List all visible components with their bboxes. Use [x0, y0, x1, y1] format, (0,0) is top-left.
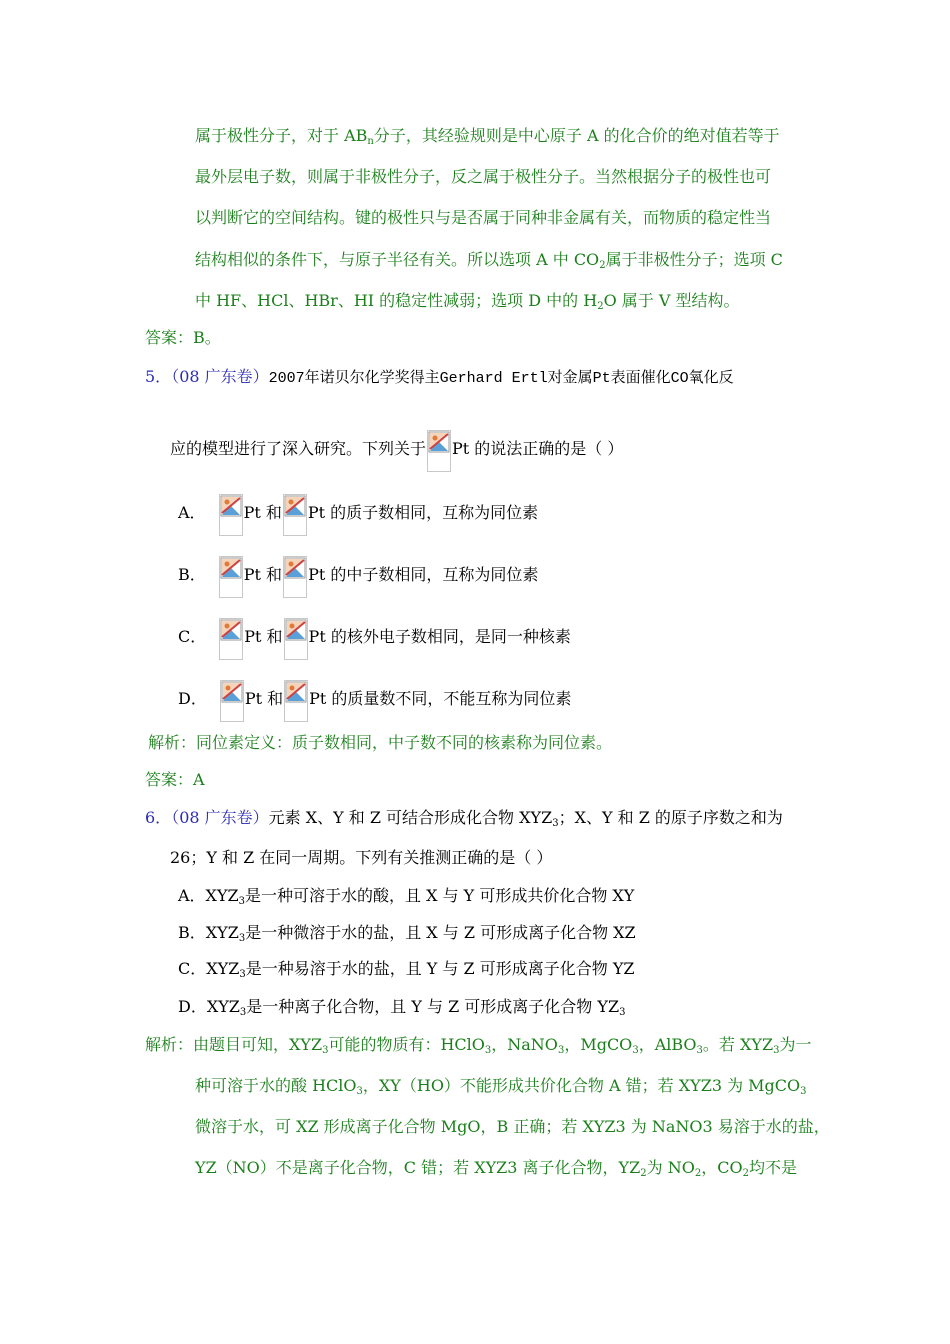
q6-option-a: A．$XYZ_3$是一种可溶于水的酸，且 X 与 Y 可形成共价化合物 XY — [178, 886, 635, 907]
broken-image-icon — [219, 556, 243, 598]
q6-stem-line2: 26；Y 和 Z 在同一周期。下列有关推测正确的是（ ） — [170, 848, 553, 867]
q4-answer: 答案：B。 — [145, 328, 221, 347]
broken-image-icon — [284, 680, 308, 722]
q6-exp-line4: YZ（NO）不是离子化合物，C 错；若 XYZ3 离子化合物，$YZ_2$为 $NO_2$，$CO_2$均不是 — [195, 1158, 797, 1179]
q5-explanation: 解析：同位素定义：质子数相同，中子数不同的核素称为同位素。 — [148, 733, 613, 752]
q6-exp-line2: 种可溶于水的酸 HClO$_3$，XY（HO）不能形成共价化合物 A 错；若 XYZ3 为 MgCO$_3$ — [195, 1076, 807, 1097]
q6-option-b: B．$XYZ_3$是一种微溶于水的盐，且 X 与 Z 可形成离子化合物 XZ — [178, 923, 636, 944]
broken-image-icon — [219, 618, 243, 660]
q6-stem-line1: 6．（08 广东卷）元素 X、Y 和 Z 可结合形成化合物 $XYZ_3$；X、Y 和 Z 的原子序数之和为 — [145, 808, 783, 829]
q5-stem-line1 — [145, 366, 734, 390]
broken-image-icon — [220, 680, 244, 722]
q5-option-a: A． Pt 和 Pt 的质子数相同，互称为同位素 — [178, 494, 538, 536]
q6-exp-line3: 微溶于水，可 XZ 形成离子化合物 MgO，B 正确；若 XYZ3 为 NaNO3 易溶于水的盐， — [195, 1117, 830, 1136]
q5-stem: 2007年诺贝尔化学奖得主Gerhard Ertl对金属Pt表面催化CO氧化反 — [268, 370, 734, 387]
q6-option-c: C．$XYZ_3$是一种易溶于水的盐，且 Y 与 Z 可形成离子化合物 YZ — [178, 959, 635, 980]
q4-exp-line3: 以判断它的空间结构。键的极性只与是否属于同种非金属有关，而物质的稳定性当 — [195, 208, 772, 227]
q4-exp-line1: 属于极性分子，对于 $AB_n$分子，其经验规则是中心原子 A 的化合价的绝对值若等于 — [195, 126, 780, 147]
broken-image-icon — [427, 430, 451, 472]
q6-exp-line1: 解析：由题目可知，$XYZ_3$可能的物质有：HClO$_3$，NaNO$_3$，MgCO$_3$，AlBO$_3$。若 $XYZ_3$为一 — [145, 1035, 812, 1056]
q4-exp-line2: 最外层电子数，则属于非极性分子，反之属于极性分子。当然根据分子的极性也可 — [195, 167, 772, 186]
broken-image-icon — [283, 556, 307, 598]
broken-image-icon — [283, 494, 307, 536]
q6-number: 6． — [145, 808, 172, 827]
q5-option-c: C． Pt 和 Pt 的核外电子数相同，是同一种核素 — [178, 618, 571, 660]
q6-source: （08 广东卷） — [171, 808, 269, 827]
q4-exp-line5: 中 HF、HCl、HBr、HI 的稳定性减弱；选项 D 中的 $H_2O$ 属于 V 型结构。 — [195, 291, 740, 312]
broken-image-icon — [219, 494, 243, 536]
broken-image-icon — [284, 618, 308, 660]
q5-source: （08 广东卷） — [171, 367, 269, 386]
q4-exp-line4: 结构相似的条件下，与原子半径有关。所以选项 A 中 $CO_2$属于非极性分子；选项 C — [195, 250, 783, 271]
q5-option-b: B． Pt 和 Pt 的中子数相同，互称为同位素 — [178, 556, 538, 598]
q5-option-d: D． Pt 和 Pt 的质量数不同，不能互称为同位素 — [178, 680, 571, 722]
q6-option-d: D．$XYZ_3$是一种离子化合物，且 Y 与 Z 可形成离子化合物 $YZ_3$ — [178, 997, 626, 1018]
q5-number: 5． — [145, 367, 172, 386]
q5-answer: 答案：A — [145, 770, 205, 789]
q5-stem-line2: 应的模型进行了深入研究。下列关于 Pt 的说法正确的是（ ） — [170, 430, 623, 472]
